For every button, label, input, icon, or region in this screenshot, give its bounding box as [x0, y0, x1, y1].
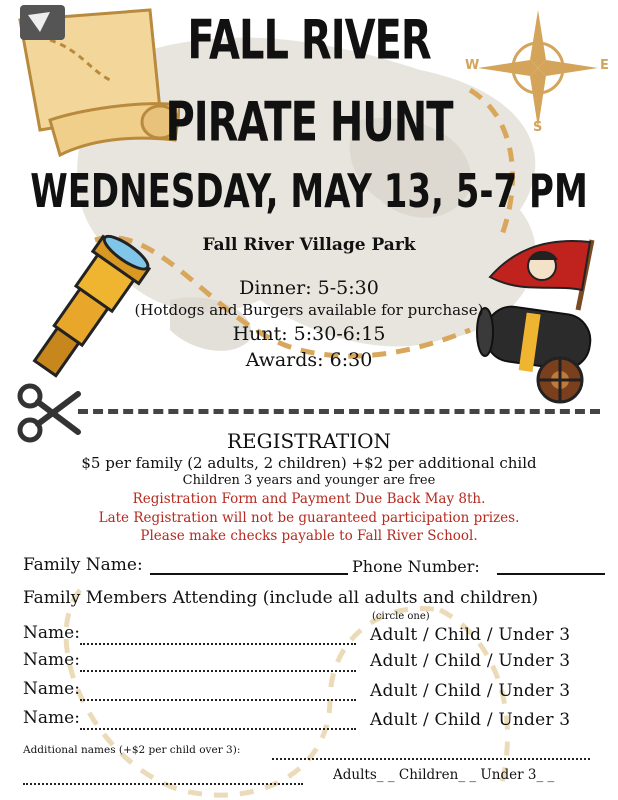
family-name-field[interactable]: [150, 573, 348, 575]
registration-due-date: Registration Form and Payment Due Back May 8th.: [132, 491, 486, 507]
under3-label: Under 3: [480, 767, 537, 783]
member-type-choice[interactable]: Adult / Child / Under 3: [370, 625, 571, 645]
under3-count-field[interactable]: _ _: [536, 767, 555, 783]
registration-checks-note: Please make checks payable to Fall River School.: [140, 528, 478, 544]
phone-number-label: Phone Number:: [352, 557, 480, 576]
event-location: Fall River Village Park: [202, 235, 416, 255]
circle-one-note: (circle one): [372, 611, 430, 622]
member-type-choice[interactable]: Adult / Child / Under 3: [370, 710, 571, 730]
registration-heading: REGISTRATION: [226, 429, 392, 453]
compass-south: S: [533, 120, 543, 135]
adults-count-field[interactable]: _ _: [376, 767, 395, 783]
registration-free-note: Children 3 years and younger are free: [182, 473, 436, 488]
additional-names-label: Additional names (+$2 per child over 3):: [23, 744, 241, 756]
cut-line: [78, 409, 600, 414]
member-name-field[interactable]: [80, 643, 356, 645]
members-heading: Family Members Attending (include all adults and children): [23, 588, 539, 608]
event-date: WEDNESDAY, MAY 13, 5-7 PM: [30, 165, 588, 219]
totals-row: [333, 767, 554, 783]
additional-names-field-2[interactable]: [23, 783, 303, 785]
title-line-1: FALL RIVER: [187, 9, 431, 73]
member-name-field[interactable]: [80, 728, 356, 730]
title-line-2: PIRATE HUNT: [165, 91, 453, 155]
registration-price: $5 per family (2 adults, 2 children) +$2 per additional child: [81, 454, 537, 472]
member-name-label: Name:: [23, 679, 80, 699]
additional-names-field[interactable]: [272, 758, 590, 760]
member-type-choice[interactable]: Adult / Child / Under 3: [370, 681, 571, 701]
event-hunt: Hunt: 5:30-6:15: [232, 323, 386, 345]
children-count-field[interactable]: _ _: [458, 767, 477, 783]
member-type-choice[interactable]: Adult / Child / Under 3: [370, 651, 571, 671]
compass-east: E: [600, 58, 609, 73]
event-dinner: Dinner: 5-5:30: [239, 277, 379, 299]
member-name-label: Name:: [23, 623, 80, 643]
member-name-label: Name:: [23, 650, 80, 670]
member-name-label: Name:: [23, 708, 80, 728]
registration-late-note: Late Registration will not be guaranteed participation prizes.: [98, 510, 520, 526]
phone-number-field[interactable]: [497, 573, 605, 575]
member-name-field[interactable]: [80, 670, 356, 672]
event-dinner-note: (Hotdogs and Burgers available for purchase): [134, 301, 484, 319]
member-name-field[interactable]: [80, 699, 356, 701]
family-name-label: Family Name:: [23, 555, 143, 575]
compass-west: W: [465, 58, 480, 73]
event-awards: Awards: 6:30: [245, 349, 373, 371]
adults-label: Adults: [333, 767, 377, 783]
children-label: Children: [398, 767, 459, 783]
